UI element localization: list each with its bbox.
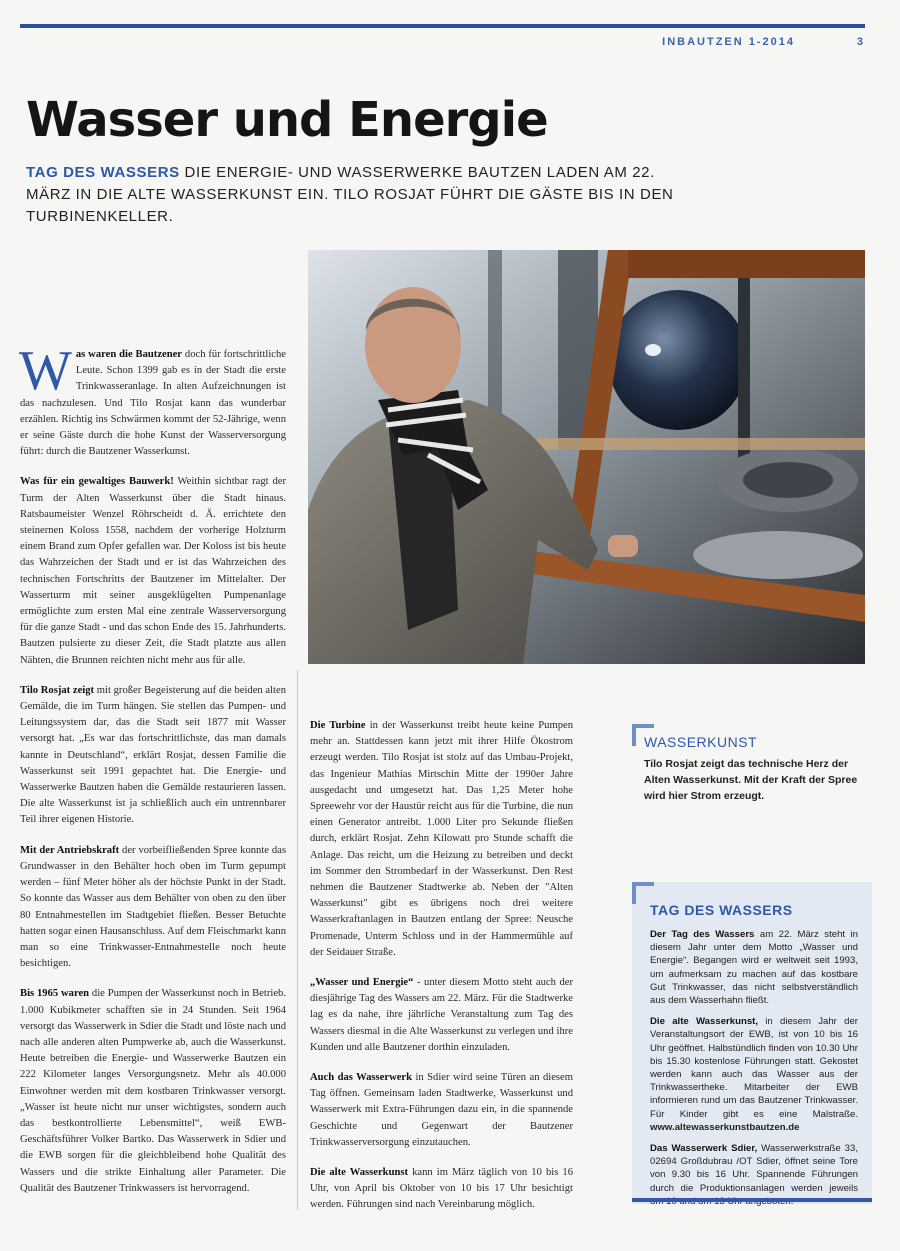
paragraph-lead: Die Turbine [310,720,366,731]
article-column-2 [310,718,573,1228]
paragraph-lead: „Wasser und Energie“ [310,977,414,989]
paragraph [650,928,858,1007]
photo-caption [632,724,868,804]
paragraph [650,1015,858,1134]
paragraph-lead: Bis 1965 waren [20,988,90,1000]
paragraph-lead: Die alte Wasserkunst [310,1167,409,1179]
caption-title: WASSERKUNST [644,734,758,750]
article-photo [308,250,865,664]
paragraph-lead: Tilo Rosjat zeigt [20,684,95,696]
website-link[interactable]: www.altewasserkunstbautzen.de [650,1121,800,1133]
paragraph-text: doch für fortschrittliche Leute. Schon 1399 gab es in der Stadt die erste Trinkwasseranlage. In alten Aufzeichnungen ist das nachzulesen. Und Tilo Rosjat kann das wunderbar erzählen. Richtig ins Schwärmen kommt der 52-Jährige, wenn er seine Gäste durch die hohe Kunst der Wasserversorgung führt: durch die Bautzener Wasserkunst. [20,349,286,458]
paragraph [20,474,286,668]
infobox-body [650,928,858,1208]
infobox-corner-mark [632,882,654,904]
paragraph [19,340,286,460]
masthead: INBAUTZEN 1-2014 [662,36,795,48]
caption-corner-mark [632,724,654,746]
paragraph-text: in der Wasserkunst treibt heute keine Pumpen mehr an. Stattdessen kann jetzt mit ihrer Hilfe Ökostrom erzeugt werden. Tilo Rosjat ist stolz auf das Umbau-Projekt, das Ingenieur Mathias Mirtschin Mitte der 1990er Jahre ausgedacht und umgesetzt hat. Das 1,25 Meter hohe Spreewehr vor der Haustür reicht aus für die Turbine, die nun einen Generator antreibt. 1.000 Liter pro Sekunde fließen durch, erklärt Rosjat. Zehn Kilowatt pro Stunde schafft die Anlage. Das reicht, um die Heizung zu betreiben und deckt im Sommer den Strombedarf in der Wasserkunst. Den Rest nehmen die Bautzener Stadtwerke ab. Neben der "Alten Wasserkunst" gibt es übrigens noch drei weitere Wasserkraftanlagen in Bautzen entlang der Spree: Neusche Promenade, Unterm Schloss und in der Hammermühle auf der Seidauer Straße. [310,720,573,958]
column-divider [297,670,298,1210]
standfirst-text: DIE ENERGIE- UND WASSERWERKE BAUTZEN LADEN AM 22. MÄRZ IN DIE ALTE WASSERKUNST EIN. TILO ROSJAT FÜHRT DIE GÄSTE BIS IN DEN TURBINENKELLER. [26,164,674,225]
paragraph [310,1070,573,1151]
paragraph [20,683,286,829]
paragraph-lead: Die alte Wasserkunst, [650,1016,759,1028]
infobox-bottom-rule [632,1198,872,1202]
caption-text: Tilo Rosjat zeigt das technische Herz der Alten Wasserkunst. Mit der Kraft der Spree wird hier Strom erzeugt. [644,758,858,802]
paragraph-lead: as waren die Bautzener [75,349,183,360]
paragraph-lead: Mit der Antriebskraft [20,844,120,856]
paragraph-lead: Auch das Wasserwerk [310,1072,413,1084]
paragraph-text: kann im März täglich von 10 bis 16 Uhr, von April bis Oktober von 10 bis 17 Uhr besichtigt werden. Führungen sind nach Vereinbarung möglich. [310,1167,573,1211]
drop-cap: W [19,340,72,402]
paragraph-lead: Was für ein gewaltiges Bauwerk! [20,476,174,488]
paragraph-text: in diesem Jahr der Veranstaltungsort der EWB, ist von 10 bis 16 Uhr geöffnet. Halbstündlich finden von 10.30 Uhr bis 15.30 kostenlose Führungen statt. Gekostet werden kann auch das Wasser aus der Trinkwassertheke. Mitarbeiter der EWB informieren rund um das Bautzener Trinkwasser. Für Kinder gibt es eine Malstraße. [650,1016,858,1120]
headline: Wasser und Energie [26,92,548,148]
paragraph [310,718,573,961]
paragraph-text: Weithin sichtbar ragt der Turm der Alten Wasserkunst über die Stadt hinaus. Ratsbaumeister Wenzel Röhrscheidt d. Ä. errichtete den steinernen Koloss 1558, nachdem der vorherige Holzturm einem Brand zum Opfer gefallen war. Der Koloss ist bis heute das Wahrzeichen der Stadt und er ist das Wahrzeichen des technischen Fortschritts der Bautzener im Mittelalter. Der Wasserturm mit seiner ausgeklügelten Pumpenanlage ermöglichte zum ersten Mal eine zentrale Wasserversorgung für die ganze Stadt - und das schon Ende des 15. Jahrhunderts. Bautzen pulsierte zu dieser Zeit, die Stadt platzte aus allen Nähten, die Brunnen reichten nicht mehr aus für alle. [20,476,286,666]
paragraph-text: die Pumpen der Wasserkunst noch in Betrieb. 1.000 Kubikmeter schafften sie in 24 Stunden. Seit 1964 versorgt das Wasserwerk in Sdier die Stadt und löste nach und nach alle anderen alten Pumpwerke ab, auch die Wasserkunst. Heute betreiben die Energie- und Wasserwerke Bautzen ein 222 Kilometer langes Versorgungsnetz. Mehr als 40.000 Einwohner werden mit dem kostbaren Trinkwasser versorgt. „Wasser ist heute nicht nur unser wichtigstes, sondern auch das bestkontrollierte Lebensmittel“, weiß EWB-Geschäftsführer Volker Bartko. Das Wasserwerk in Sdier und die EWB sorgen für die gleichbleibend hohe Qualität des Wassers und die strikte Einhaltung aller Parameter. Die Qualität des Bautzener Trinkwassers ist hervorragend. [20,988,286,1194]
standfirst-kicker: TAG DES WASSERS [26,164,180,181]
page-number: 3 [856,36,863,48]
article-column-1 [19,340,286,1211]
top-rule [20,24,865,28]
paragraph-text: der vorbeifließenden Spree konnte das Grundwasser in den Behälter hoch oben im Turm gepumpt werden – fünf Meter höher als der höchste Punkt in der Stadt. So konnte das Wasser aus dem Behälter von oben zu den über 80 Entnahmestellen im Stadtgebiet fließen. Besser Betuchte hatten sogar einen Hausanschluss. Auf dem Fleischmarkt kann man so eine Trinkwasser-Entnahmestelle noch heute besichtigen. [20,844,286,970]
paragraph [20,986,286,1197]
standfirst [26,162,676,228]
paragraph-text: - unter diesem Motto steht auch der diesjährige Tag des Wassers am 22. März. Für die Stadtwerke lag es da nahe, ihre jährliche Veranstaltung zum Tag des Wassers diesmal in die Alte Wasserkunst zu verlegen und ihre Kunden und alle Bautzener dorthin einzuladen. [310,977,573,1053]
paragraph [310,1165,573,1214]
paragraph [310,975,573,1056]
infobox-title: TAG DES WASSERS [650,902,793,918]
paragraph-text: in Sdier wird seine Türen an diesem Tag öffnen. Gemeinsam laden Stadtwerke, Wasserkunst und Wasserwerk mit Extra-Führungen dazu ein, in die spannende Geschichte und Gegenwart der Bautzener Trinkwasserversorgung einzutauchen. [310,1072,573,1148]
paragraph-lead: Das Wasserwerk Sdier, [650,1143,758,1155]
paragraph-lead: Der Tag des Wassers [650,929,755,940]
paragraph [20,843,286,973]
photo-illustration [308,250,865,664]
paragraph-text: am 22. März steht in diesem Jahr unter dem Motto „Wasser und Energie“. Begangen wird er weltweit seit 1993, um aufmerksam zu machen auf das kostbare Gut Trinkwasser, das nicht selbstverständlich aus dem Wasserhahn fließt. [650,929,859,1007]
info-box [632,882,872,1204]
paragraph-text: Wasserwerkstraße 33, 02694 Großdubrau /OT Sdier, öffnet seine Tore von 9.30 bis 16 Uhr. Spannende Führungen durch die Produktionsanlagen werden jeweils [650,1143,858,1194]
paragraph-text: mit großer Begeisterung auf die beiden alten Gemälde, die im Turm hängen. Sie stellen das Pumpen- und Leitungssystem dar, das die Stadt seit 1877 mit Wasser versorgt hat. „Es war das fortschrittlichste, das man damals kannte in Deutschland“, erklärt Rosjat, dessen Familie die Wasserkunst seit 1991 gepachtet hat. Die Energie- und Wasserwerke Bautzen haben die Gemälde restaurieren lassen. Die alte Wasserkunst ist ja schließlich auch ein untrennbarer Teil ihrer eigenen Historie. [20,684,286,826]
